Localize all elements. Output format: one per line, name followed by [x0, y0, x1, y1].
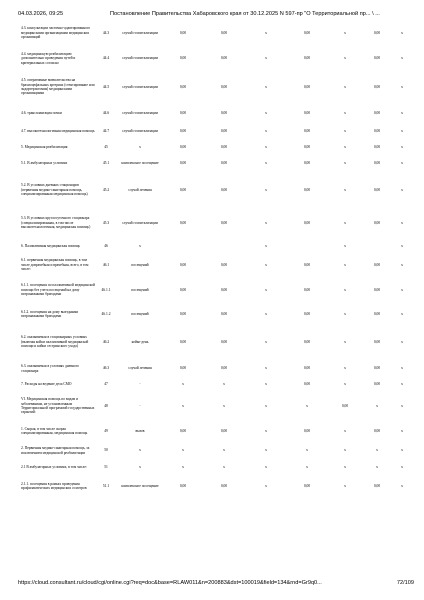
- row-value-3: x: [265, 382, 267, 387]
- row-value-7: x: [401, 56, 403, 61]
- row-name: 6.2. оказываемая в стационарных условиях (включая койки паллиативной медицинской помощи и койки сестринского ухода): [21, 335, 89, 349]
- row-value-6: 0,00: [373, 187, 381, 192]
- row-code: 44.3: [102, 30, 110, 35]
- row-code: 46.3: [102, 366, 110, 371]
- row-code: 46: [104, 243, 108, 248]
- row-unit: случай госпитализации: [122, 56, 158, 61]
- row-value-7: x: [401, 448, 403, 453]
- table-row: [20, 154, 412, 172]
- row-value-6: 0,00: [373, 366, 381, 371]
- row-value-7: x: [401, 30, 403, 35]
- row-value-5: x: [344, 287, 346, 292]
- row-value-6: 0,00: [373, 483, 381, 488]
- row-name: VI. Медицинская помощь по видам и заболеваниям, не установленным Территориальной программой государственных гарантий:: [21, 397, 95, 415]
- row-value-3: x: [265, 56, 267, 61]
- row-name: 6.1.2. посещения на дому выездными патронажными бригадами: [21, 309, 79, 318]
- table-row: [20, 324, 412, 360]
- row-value-4: 0,00: [303, 428, 311, 433]
- row-code: 45.2: [102, 187, 110, 192]
- row-value-6: 0,00: [373, 428, 381, 433]
- row-value-5: x: [344, 339, 346, 344]
- table-row: [20, 19, 412, 47]
- document-title: Постановление Правительства Хабаровского края от 30.12.2025 N 597-пр "О Территориальной пр... \ ...: [110, 11, 380, 17]
- row-value-2: 0,00: [220, 187, 228, 192]
- row-value-3: x: [265, 311, 267, 316]
- row-value-2: 0,00: [220, 144, 228, 149]
- row-value-6: 0,00: [373, 144, 381, 149]
- table-row: [20, 122, 412, 140]
- row-value-3: x: [265, 403, 267, 408]
- row-value-6: 0,00: [373, 56, 381, 61]
- row-value-3: x: [265, 243, 267, 248]
- row-value-1: x: [182, 382, 184, 387]
- page-number: 72/109: [396, 580, 414, 586]
- row-value-7: x: [401, 311, 403, 316]
- row-value-7: x: [401, 382, 403, 387]
- row-value-6: 0,00: [373, 262, 381, 267]
- row-value-4: 0,00: [303, 56, 311, 61]
- row-value-3: x: [265, 262, 267, 267]
- row-code: 45.3: [102, 220, 110, 225]
- row-name: 6. Паллиативная медицинская помощь: [21, 243, 80, 248]
- row-value-3: x: [265, 464, 267, 469]
- row-unit: посещений: [131, 262, 149, 267]
- row-name: 5.1. В амбулаторных условиях: [21, 160, 68, 165]
- row-value-2: x: [223, 448, 225, 453]
- row-code: 45.1: [102, 160, 110, 165]
- row-value-2: 0,00: [220, 56, 228, 61]
- row-code: 50: [104, 448, 108, 453]
- print-datetime: 04.03.2026, 09:25: [18, 11, 64, 17]
- row-value-7: x: [401, 84, 403, 89]
- row-value-5: x: [344, 366, 346, 371]
- row-value-4: 0,00: [303, 262, 311, 267]
- row-value-6: x: [376, 448, 378, 453]
- table-row: [20, 360, 412, 377]
- row-value-1: 0,00: [179, 339, 187, 344]
- row-value-1: [164, 238, 202, 254]
- table-row: [20, 70, 412, 104]
- row-value-2: 0,00: [220, 128, 228, 133]
- row-value-6: x: [376, 464, 378, 469]
- row-value-4: 0,00: [303, 382, 311, 387]
- row-value-2: x: [223, 464, 225, 469]
- row-unit: случай госпитализации: [122, 30, 158, 35]
- row-value-6: 0,00: [373, 382, 381, 387]
- row-value-3: x: [265, 128, 267, 133]
- row-unit: -: [139, 382, 141, 387]
- row-value-7: x: [401, 243, 403, 248]
- row-value-5: x: [344, 382, 346, 387]
- row-code: 46.1.2: [101, 311, 111, 316]
- table-row: [20, 276, 412, 304]
- row-code: 51: [104, 464, 108, 469]
- row-value-4: x: [306, 448, 308, 453]
- row-value-4: 0,00: [303, 483, 311, 488]
- row-name: 4.4. медицинскую реабилитацию дополнительно проведения путей и критериальных согласно: [21, 51, 76, 65]
- row-value-2: 0,00: [220, 84, 228, 89]
- row-code: 48: [104, 403, 108, 408]
- row-value-7: x: [401, 428, 403, 433]
- row-value-5: x: [344, 110, 346, 115]
- row-value-1: 0,00: [179, 311, 187, 316]
- row-unit: случай госпитализации: [122, 110, 158, 115]
- row-value-4: 0,00: [303, 187, 311, 192]
- row-value-3: x: [265, 84, 267, 89]
- row-value-1: 0,00: [179, 56, 187, 61]
- row-value-4: 0,00: [303, 110, 311, 115]
- row-value-4: 0,00: [303, 30, 311, 35]
- row-value-2: [202, 238, 246, 254]
- row-value-1: 0,00: [179, 128, 187, 133]
- row-value-2: 0,00: [220, 220, 228, 225]
- row-value-6: 0,00: [373, 160, 381, 165]
- row-code: 44.6: [102, 110, 110, 115]
- row-value-1: 0,00: [179, 483, 187, 488]
- row-value-7: x: [401, 187, 403, 192]
- row-unit: посещений: [131, 287, 149, 292]
- row-value-1: 0,00: [179, 287, 187, 292]
- row-value-6: [362, 238, 392, 254]
- table-row: [20, 104, 412, 122]
- row-value-6: 0,00: [373, 311, 381, 316]
- row-code: 45: [104, 144, 108, 149]
- table-row: [20, 442, 412, 459]
- row-value-3: x: [265, 110, 267, 115]
- row-value-7: x: [401, 483, 403, 488]
- row-value-1: 0,00: [179, 30, 187, 35]
- row-value-6: 0,00: [373, 30, 381, 35]
- row-name: 5. Медицинская реабилитация: [21, 144, 68, 149]
- table-row: [20, 459, 412, 475]
- row-value-6: 0,00: [373, 339, 381, 344]
- row-value-7: x: [401, 144, 403, 149]
- row-value-1: 0,00: [179, 366, 187, 371]
- table-row: [20, 238, 412, 254]
- row-value-1: 0,00: [179, 220, 187, 225]
- row-value-1: 0,00: [179, 428, 187, 433]
- row-unit: койко-день: [131, 339, 149, 344]
- row-unit: случай госпитализации: [122, 220, 158, 225]
- row-value-5: x: [344, 128, 346, 133]
- row-value-2: 0,00: [220, 366, 228, 371]
- row-value-3: x: [265, 448, 267, 453]
- row-value-5: x: [344, 483, 346, 488]
- row-value-5: x: [344, 30, 346, 35]
- row-name: 7. Расходы на ведение дела СМО: [21, 382, 72, 387]
- row-name: 4.3. консультации частично-адаптированного медицинскими организациями медицинских организаций: [21, 26, 91, 40]
- row-value-2: 0,00: [220, 311, 228, 316]
- row-value-2: 0,00: [220, 428, 228, 433]
- row-value-7: x: [401, 366, 403, 371]
- row-value-3: x: [265, 144, 267, 149]
- row-value-6: 0,00: [373, 287, 381, 292]
- row-value-4: 0,00: [303, 366, 311, 371]
- row-value-5: x: [344, 144, 346, 149]
- row-code: 44.5: [102, 84, 110, 89]
- row-value-6: 0,00: [373, 110, 381, 115]
- row-value-4: 0,00: [303, 220, 311, 225]
- row-name: 2.1.1. посещения в рамках проведения профилактических медицинских осмотров: [21, 481, 87, 490]
- row-unit: x: [139, 448, 141, 453]
- row-value-4: 0,00: [303, 144, 311, 149]
- row-value-1: 0,00: [179, 110, 187, 115]
- row-value-3: x: [265, 187, 267, 192]
- row-name: 5.2. В условиях дневных стационаров (первичная медико-санитарная помощь, специализированная медицинская помощь): [21, 183, 88, 197]
- row-value-2: 0,00: [220, 483, 228, 488]
- row-unit: случай лечения: [128, 366, 152, 371]
- row-value-4: 0,00: [303, 84, 311, 89]
- row-name: 4.5. оперативные вмешательства на брахиоцефальных артериях (стентирование или эндартерэктомия) медицинскими организациями: [21, 78, 95, 96]
- row-value-1: 0,00: [179, 160, 187, 165]
- row-value-2: x: [223, 382, 225, 387]
- row-unit: x: [139, 464, 141, 469]
- row-value-7: x: [401, 403, 403, 408]
- row-name: 4.6. трансплантация почки: [21, 110, 62, 115]
- row-value-7: x: [401, 262, 403, 267]
- row-value-1: 0,00: [179, 262, 187, 267]
- row-value-5: x: [344, 84, 346, 89]
- row-value-2: x: [223, 403, 225, 408]
- row-value-7: x: [401, 160, 403, 165]
- row-value-4: 0,00: [303, 287, 311, 292]
- row-value-5: x: [344, 448, 346, 453]
- row-name: 6.3. оказываемая в условиях дневного стационара: [21, 364, 79, 373]
- row-value-5: 0,00: [341, 403, 349, 408]
- row-value-6: 0,00: [373, 84, 381, 89]
- row-name: 6.1. первичная медицинская помощь, в том числе доврачебная и врачебная, всего, в том числе:: [21, 258, 89, 272]
- row-value-4: 0,00: [303, 339, 311, 344]
- table-row: [20, 304, 412, 324]
- row-name: 4.7. высокотехнологичная медицинская помощь: [21, 128, 95, 133]
- table-row: [20, 47, 412, 70]
- row-unit: случай госпитализации: [122, 128, 158, 133]
- row-value-5: x: [344, 262, 346, 267]
- row-unit: комплексное посещение: [121, 160, 159, 165]
- print-footer: [18, 580, 414, 590]
- row-name: 2. Первичная медико-санитарная помощь, за исключением медицинской реабилитации: [21, 446, 90, 455]
- row-unit: x: [139, 144, 141, 149]
- row-name: 2.1 В амбулаторных условиях, в том числе:: [21, 464, 87, 469]
- row-value-2: 0,00: [220, 287, 228, 292]
- row-code: 49: [104, 428, 108, 433]
- row-value-6: 0,00: [373, 128, 381, 133]
- row-value-5: x: [344, 243, 346, 248]
- row-value-1: x: [182, 448, 184, 453]
- table-row: [20, 392, 412, 420]
- row-code: 46.1: [102, 262, 110, 267]
- row-value-4: 0,00: [303, 128, 311, 133]
- row-value-3: x: [265, 428, 267, 433]
- row-value-5: x: [344, 311, 346, 316]
- row-value-6: 0,00: [373, 220, 381, 225]
- table-row: [20, 208, 412, 238]
- row-value-7: x: [401, 339, 403, 344]
- row-value-3: x: [265, 339, 267, 344]
- row-value-5: x: [344, 428, 346, 433]
- row-value-2: 0,00: [220, 160, 228, 165]
- table-row: [20, 140, 412, 154]
- row-value-1: x: [182, 403, 184, 408]
- row-name: 6.1.1. посещения по паллиативной медицинской помощи без учета посещений на дому патронажными бригадами: [21, 283, 95, 297]
- row-code: 44.7: [102, 128, 110, 133]
- row-code: 46.1.1: [101, 287, 111, 292]
- row-value-4: 0,00: [303, 160, 311, 165]
- row-value-5: x: [344, 160, 346, 165]
- row-value-3: x: [265, 160, 267, 165]
- row-unit: -: [139, 403, 141, 408]
- row-code: 46.2: [102, 339, 110, 344]
- row-value-5: x: [344, 220, 346, 225]
- row-code: 44.4: [102, 56, 110, 61]
- row-value-7: x: [401, 464, 403, 469]
- row-value-1: 0,00: [179, 187, 187, 192]
- row-value-7: x: [401, 128, 403, 133]
- source-url-link[interactable]: https://cloud.consultant.ru/cloud/cgi/online.cgi?req=doc&base=RLAW011&n=200883&dst=100019&field=134&rnd=Gr9q0...: [18, 580, 322, 586]
- row-unit: случай лечения: [128, 187, 152, 192]
- row-code: 51.1: [102, 483, 110, 488]
- row-value-7: x: [401, 287, 403, 292]
- row-value-7: x: [401, 110, 403, 115]
- row-value-2: 0,00: [220, 30, 228, 35]
- row-value-4: 0,00: [303, 311, 311, 316]
- financing-table: [20, 19, 412, 497]
- row-unit: вызов: [135, 428, 145, 433]
- row-name: 5.3. В условиях круглосуточного стационара (специализированная, в том числе высокотехнологичная, медицинская помощь): [21, 216, 91, 230]
- row-value-3: x: [265, 287, 267, 292]
- row-name: 1. Скорая, в том числе скорая специализированная, медицинская помощь: [21, 426, 88, 435]
- row-value-6: x: [376, 403, 378, 408]
- row-unit: случай госпитализации: [122, 84, 158, 89]
- row-value-3: x: [265, 483, 267, 488]
- row-value-1: 0,00: [179, 84, 187, 89]
- table-row: [20, 254, 412, 276]
- row-value-3: x: [265, 220, 267, 225]
- table-row: [20, 377, 412, 392]
- row-value-2: 0,00: [220, 110, 228, 115]
- row-unit: посещений: [131, 311, 149, 316]
- row-value-2: 0,00: [220, 339, 228, 344]
- row-value-1: x: [182, 464, 184, 469]
- row-value-5: x: [344, 187, 346, 192]
- row-value-1: 0,00: [179, 144, 187, 149]
- table-row: [20, 172, 412, 208]
- row-value-3: x: [265, 366, 267, 371]
- row-value-2: 0,00: [220, 262, 228, 267]
- row-unit: комплексное посещение: [121, 483, 159, 488]
- row-value-4: [286, 238, 328, 254]
- row-value-3: x: [265, 30, 267, 35]
- row-value-5: x: [344, 464, 346, 469]
- row-code: 47: [104, 382, 108, 387]
- row-value-4: x: [306, 403, 308, 408]
- row-value-4: x: [306, 464, 308, 469]
- row-value-5: x: [344, 56, 346, 61]
- table-row: [20, 420, 412, 442]
- row-unit: x: [139, 243, 141, 248]
- table-row: [20, 475, 412, 497]
- row-value-7: x: [401, 220, 403, 225]
